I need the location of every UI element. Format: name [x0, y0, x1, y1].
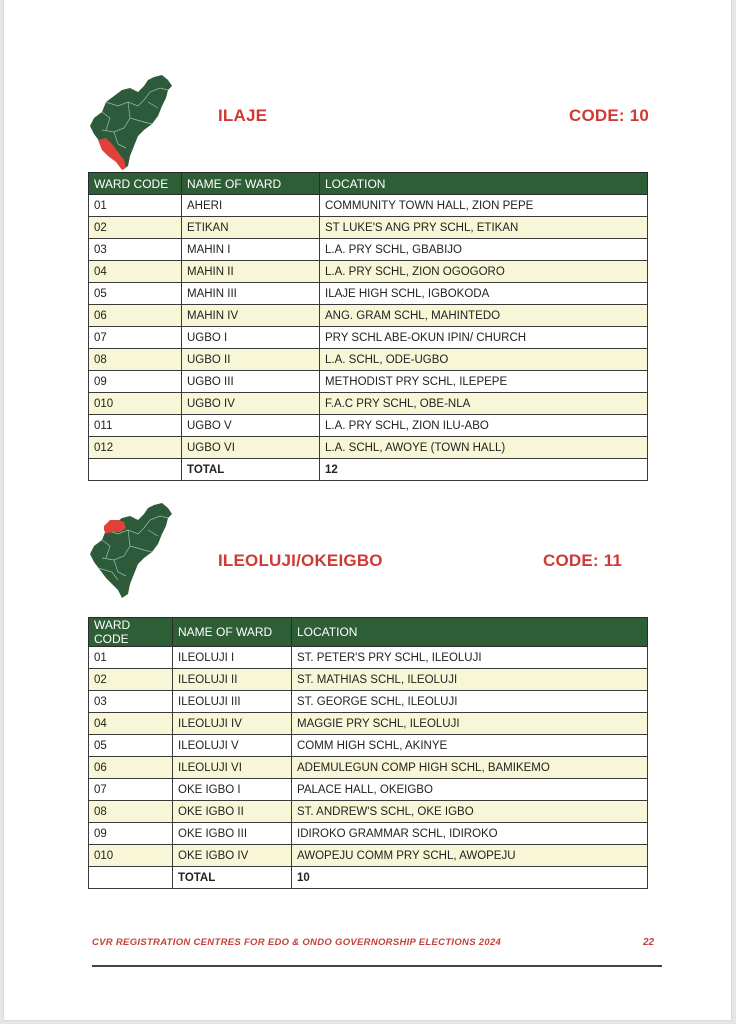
ward-name: MAHIN IV	[182, 305, 320, 327]
column-header-ward-code: WARD CODE	[89, 173, 182, 195]
ward-location: ST. GEORGE SCHL, ILEOLUJI	[292, 691, 648, 713]
ward-location: METHODIST PRY SCHL, ILEPEPE	[320, 371, 648, 393]
ward-code: 05	[89, 735, 173, 757]
column-header-location: LOCATION	[320, 173, 648, 195]
ondo-map-icon	[88, 72, 178, 172]
ward-name: ILEOLUJI II	[173, 669, 292, 691]
ward-location: COMM HIGH SCHL, AKINYE	[292, 735, 648, 757]
ward-name: OKE IGBO IV	[173, 845, 292, 867]
total-value: 12	[320, 459, 648, 481]
ward-name: MAHIN II	[182, 261, 320, 283]
ward-code: 03	[89, 239, 182, 261]
table-row	[89, 239, 648, 261]
ward-location: COMMUNITY TOWN HALL, ZION PEPE	[320, 195, 648, 217]
table-row	[89, 283, 648, 305]
table-row	[89, 217, 648, 239]
lga-code: CODE: 10	[569, 106, 650, 125]
ward-location: F.A.C PRY SCHL, OBE-NLA	[320, 393, 648, 415]
ward-name: OKE IGBO II	[173, 801, 292, 823]
total-row	[89, 459, 648, 481]
table-row	[89, 735, 648, 757]
ward-code: 01	[89, 647, 173, 669]
ward-name: UGBO III	[182, 371, 320, 393]
ward-name: ILEOLUJI VI	[173, 757, 292, 779]
ward-location: L.A. SCHL, ODE-UGBO	[320, 349, 648, 371]
table-row	[89, 393, 648, 415]
ward-name: AHERI	[182, 195, 320, 217]
ward-code: 02	[89, 217, 182, 239]
ward-location: L.A. SCHL, AWOYE (TOWN HALL)	[320, 437, 648, 459]
ward-name: MAHIN III	[182, 283, 320, 305]
ward-code: 08	[89, 801, 173, 823]
ward-location: ADEMULEGUN COMP HIGH SCHL, BAMIKEMO	[292, 757, 648, 779]
ward-code: 01	[89, 195, 182, 217]
ward-name: UGBO VI	[182, 437, 320, 459]
page-number: 22	[643, 937, 655, 948]
ward-location: L.A. PRY SCHL, ZION ILU-ABO	[320, 415, 648, 437]
ward-location: AWOPEJU COMM PRY SCHL, AWOPEJU	[292, 845, 648, 867]
ward-location: ANG. GRAM SCHL, MAHINTEDO	[320, 305, 648, 327]
ward-code: 011	[89, 415, 182, 437]
column-header-name-of-ward: NAME OF WARD	[182, 173, 320, 195]
ward-name: OKE IGBO III	[173, 823, 292, 845]
table-row	[89, 845, 648, 867]
table-row	[89, 801, 648, 823]
ward-code: 010	[89, 845, 173, 867]
total-empty-cell	[89, 459, 182, 481]
total-label: TOTAL	[173, 867, 292, 889]
footer-title: CVR REGISTRATION CENTRES FOR EDO & ONDO GOVERNORSHIP ELECTIONS 2024	[92, 937, 502, 948]
ward-name: MAHIN I	[182, 239, 320, 261]
table-row	[89, 823, 648, 845]
ward-code: 07	[89, 327, 182, 349]
total-empty-cell	[89, 867, 173, 889]
column-header-name-of-ward: NAME OF WARD	[173, 618, 292, 647]
column-header-location: LOCATION	[292, 618, 648, 647]
ward-code: 09	[89, 823, 173, 845]
ward-location: ST. ANDREW'S SCHL, OKE IGBO	[292, 801, 648, 823]
ward-code: 05	[89, 283, 182, 305]
ward-code: 06	[89, 757, 173, 779]
ward-location: L.A. PRY SCHL, GBABIJO	[320, 239, 648, 261]
footer-divider	[92, 965, 662, 967]
lga-code: CODE: 11	[543, 551, 623, 570]
table-header-row	[89, 618, 648, 647]
ward-code: 012	[89, 437, 182, 459]
ward-location: IDIROKO GRAMMAR SCHL, IDIROKO	[292, 823, 648, 845]
ward-code: 02	[89, 669, 173, 691]
total-row	[89, 867, 648, 889]
ward-code: 010	[89, 393, 182, 415]
table-row	[89, 415, 648, 437]
total-value: 10	[292, 867, 648, 889]
ward-table-ilaje	[88, 172, 648, 481]
ward-name: UGBO I	[182, 327, 320, 349]
ward-code: 04	[89, 261, 182, 283]
ward-name: UGBO V	[182, 415, 320, 437]
table-row	[89, 757, 648, 779]
table-row	[89, 779, 648, 801]
ward-code: 07	[89, 779, 173, 801]
table-row	[89, 437, 648, 459]
lga-title: ILAJE	[218, 106, 268, 125]
ward-location: ST LUKE'S ANG PRY SCHL, ETIKAN	[320, 217, 648, 239]
ward-code: 09	[89, 371, 182, 393]
ward-location: ILAJE HIGH SCHL, IGBOKODA	[320, 283, 648, 305]
ward-code: 04	[89, 713, 173, 735]
table-header-row	[89, 173, 648, 195]
ward-location: L.A. PRY SCHL, ZION OGOGORO	[320, 261, 648, 283]
table-row	[89, 195, 648, 217]
ward-code: 06	[89, 305, 182, 327]
ward-name: ILEOLUJI IV	[173, 713, 292, 735]
ward-location: PRY SCHL ABE-OKUN IPIN/ CHURCH	[320, 327, 648, 349]
ward-location: ST. PETER'S PRY SCHL, ILEOLUJI	[292, 647, 648, 669]
table-row	[89, 691, 648, 713]
table-row	[89, 713, 648, 735]
ward-location: PALACE HALL, OKEIGBO	[292, 779, 648, 801]
ward-name: ETIKAN	[182, 217, 320, 239]
document-page	[4, 0, 731, 1020]
ward-code: 03	[89, 691, 173, 713]
ward-location: MAGGIE PRY SCHL, ILEOLUJI	[292, 713, 648, 735]
table-row	[89, 647, 648, 669]
table-row	[89, 261, 648, 283]
lga-title: ILEOLUJI/OKEIGBO	[218, 551, 383, 570]
ward-name: ILEOLUJI I	[173, 647, 292, 669]
ward-name: UGBO IV	[182, 393, 320, 415]
ondo-map-icon	[88, 500, 178, 600]
ward-location: ST. MATHIAS SCHL, ILEOLUJI	[292, 669, 648, 691]
ward-table-ileoluji-okeigbo	[88, 617, 648, 889]
table-row	[89, 371, 648, 393]
ward-name: ILEOLUJI V	[173, 735, 292, 757]
table-row	[89, 327, 648, 349]
ward-name: UGBO II	[182, 349, 320, 371]
table-row	[89, 305, 648, 327]
table-row	[89, 669, 648, 691]
total-label: TOTAL	[182, 459, 320, 481]
ward-code: 08	[89, 349, 182, 371]
table-row	[89, 349, 648, 371]
ward-name: ILEOLUJI III	[173, 691, 292, 713]
ward-name: OKE IGBO I	[173, 779, 292, 801]
column-header-ward-code: WARD CODE	[89, 618, 173, 647]
